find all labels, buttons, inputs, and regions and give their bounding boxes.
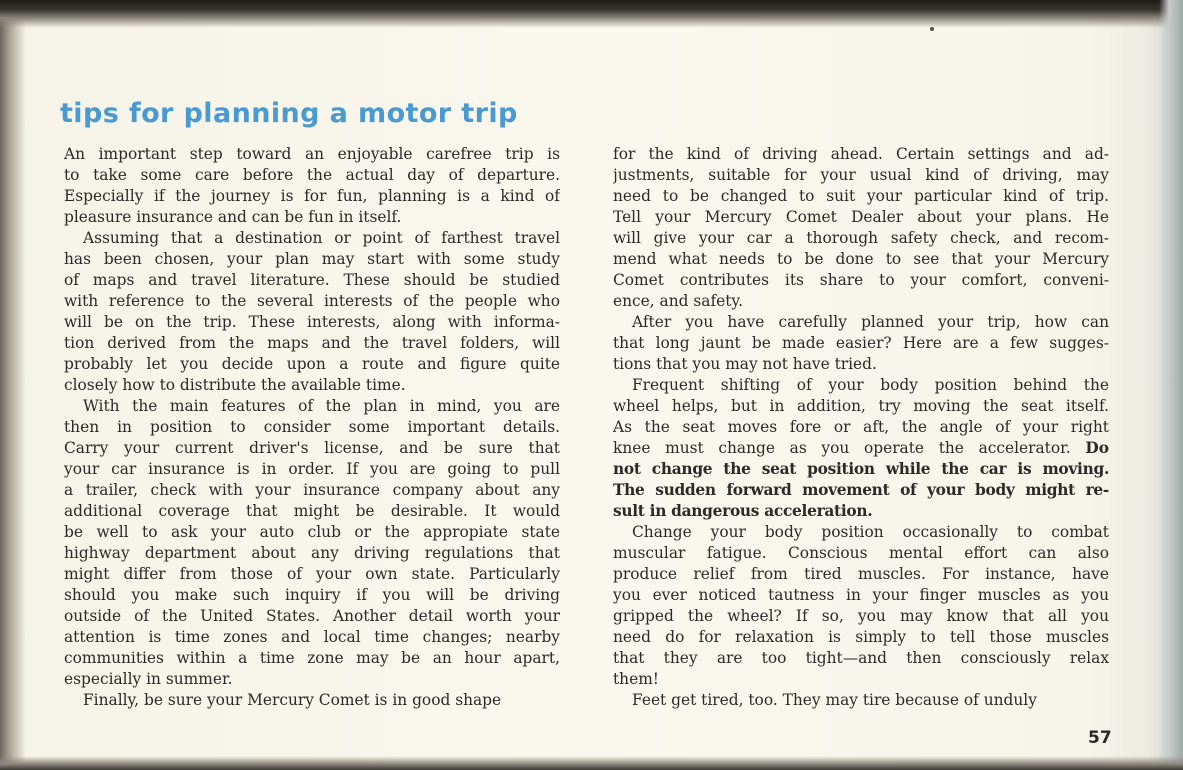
text-line: then in position to consider some important details. xyxy=(64,418,560,436)
page-title: tips for planning a motor trip xyxy=(60,98,518,129)
text-line: After you have carefully planned your trip, how can xyxy=(632,313,1109,331)
text-line: need to be changed to suit your particular kind of trip. xyxy=(613,187,1109,205)
text-line: Feet get tired, too. They may tire because of unduly xyxy=(632,691,1037,709)
text-line: for the kind of driving ahead. Certain settings and ad- xyxy=(613,145,1109,163)
text-line: will give your car a thorough safety check, and recom- xyxy=(613,229,1109,247)
text-line: Carry your current driver's license, and be sure that xyxy=(64,439,560,457)
text-line: As the seat moves fore or aft, the angle of your right xyxy=(613,418,1109,436)
text-line: Tell your Mercury Comet Dealer about your plans. He xyxy=(613,208,1109,226)
text-line: Assuming that a destination or point of farthest travel xyxy=(83,229,560,247)
text-line: produce relief from tired muscles. For instance, have xyxy=(613,565,1109,583)
text-line: your car insurance is in order. If you are going to pull xyxy=(64,460,560,478)
text-line: be well to ask your auto club or the appropiate state xyxy=(64,523,560,541)
text-line: tion derived from the maps and the travel folders, will xyxy=(64,334,560,352)
bold-text-line: The sudden forward movement of your body might re- xyxy=(613,481,1109,499)
text-line: outside of the United States. Another detail worth your xyxy=(64,607,560,625)
text-line: that they are too tight—and then consciously relax xyxy=(613,649,1109,667)
text-line: wheel helps, but in addition, try moving the seat itself. xyxy=(613,397,1109,415)
text-run: knee must change as you operate the accelerator. xyxy=(613,439,1071,457)
text-line: them! xyxy=(613,670,659,688)
text-line: with reference to the several interests of the people who xyxy=(64,292,560,310)
bold-text-run: Do xyxy=(1085,439,1109,457)
text-line: gripped the wheel? If so, you may know that all you xyxy=(613,607,1109,625)
text-line: Finally, be sure your Mercury Comet is in good shape xyxy=(83,691,502,709)
page-bottom-shadow xyxy=(0,756,1183,770)
text-line: attention is time zones and local time changes; nearby xyxy=(64,628,560,646)
text-line: mend what needs to be done to see that your Mercury xyxy=(613,250,1109,268)
text-line: ence, and safety. xyxy=(613,292,743,310)
text-line: to take some care before the actual day of departure. xyxy=(64,166,560,184)
text-line: With the main features of the plan in mind, you are xyxy=(83,397,560,415)
text-line: additional coverage that might be desirable. It would xyxy=(64,502,560,520)
text-line: need do for relaxation is simply to tell those muscles xyxy=(613,628,1109,646)
bold-text-line: sult in dangerous acceleration. xyxy=(613,502,873,520)
text-line: Frequent shifting of your body position behind the xyxy=(632,376,1109,394)
text-line: will be on the trip. These interests, along with informa- xyxy=(64,313,560,331)
text-line: justments, suitable for your usual kind of driving, may xyxy=(613,166,1109,184)
text-line: An important step toward an enjoyable carefree trip is xyxy=(64,145,560,163)
page-number: 57 xyxy=(1088,728,1112,748)
print-speck xyxy=(930,27,934,31)
text-line: might differ from those of your own state. Particularly xyxy=(64,565,560,583)
text-line: closely how to distribute the available time. xyxy=(64,376,406,394)
text-line: especially in summer. xyxy=(64,670,233,688)
text-line: of maps and travel literature. These should be studied xyxy=(64,271,560,289)
text-line: muscular fatigue. Conscious mental effort can also xyxy=(613,544,1109,562)
text-line: should you make such inquiry if you will be driving xyxy=(64,586,560,604)
text-line: Especially if the journey is for fun, planning is a kind of xyxy=(64,187,560,205)
text-line: Change your body position occasionally to combat xyxy=(632,523,1109,541)
page-right-edge xyxy=(1159,0,1183,770)
text-line: you ever noticed tautness in your finger muscles as you xyxy=(613,586,1109,604)
text-line: tions that you may not have tried. xyxy=(613,355,877,373)
left-column xyxy=(64,144,560,711)
text-line: has been chosen, your plan may start with some study xyxy=(64,250,560,268)
right-column xyxy=(613,144,1109,711)
text-line xyxy=(613,438,1109,459)
text-line: communities within a time zone may be an hour apart, xyxy=(64,649,560,667)
text-line: that long jaunt be made easier? Here are a few sugges- xyxy=(613,334,1109,352)
text-line: a trailer, check with your insurance company about any xyxy=(64,481,560,499)
page-top-shadow xyxy=(0,0,1183,28)
text-line: probably let you decide upon a route and figure quite xyxy=(64,355,560,373)
text-line: highway department about any driving regulations that xyxy=(64,544,560,562)
text-line: pleasure insurance and can be fun in itself. xyxy=(64,208,402,226)
bold-text-line: not change the seat position while the car is moving. xyxy=(613,460,1109,478)
text-line: Comet contributes its share to your comfort, conveni- xyxy=(613,271,1109,289)
